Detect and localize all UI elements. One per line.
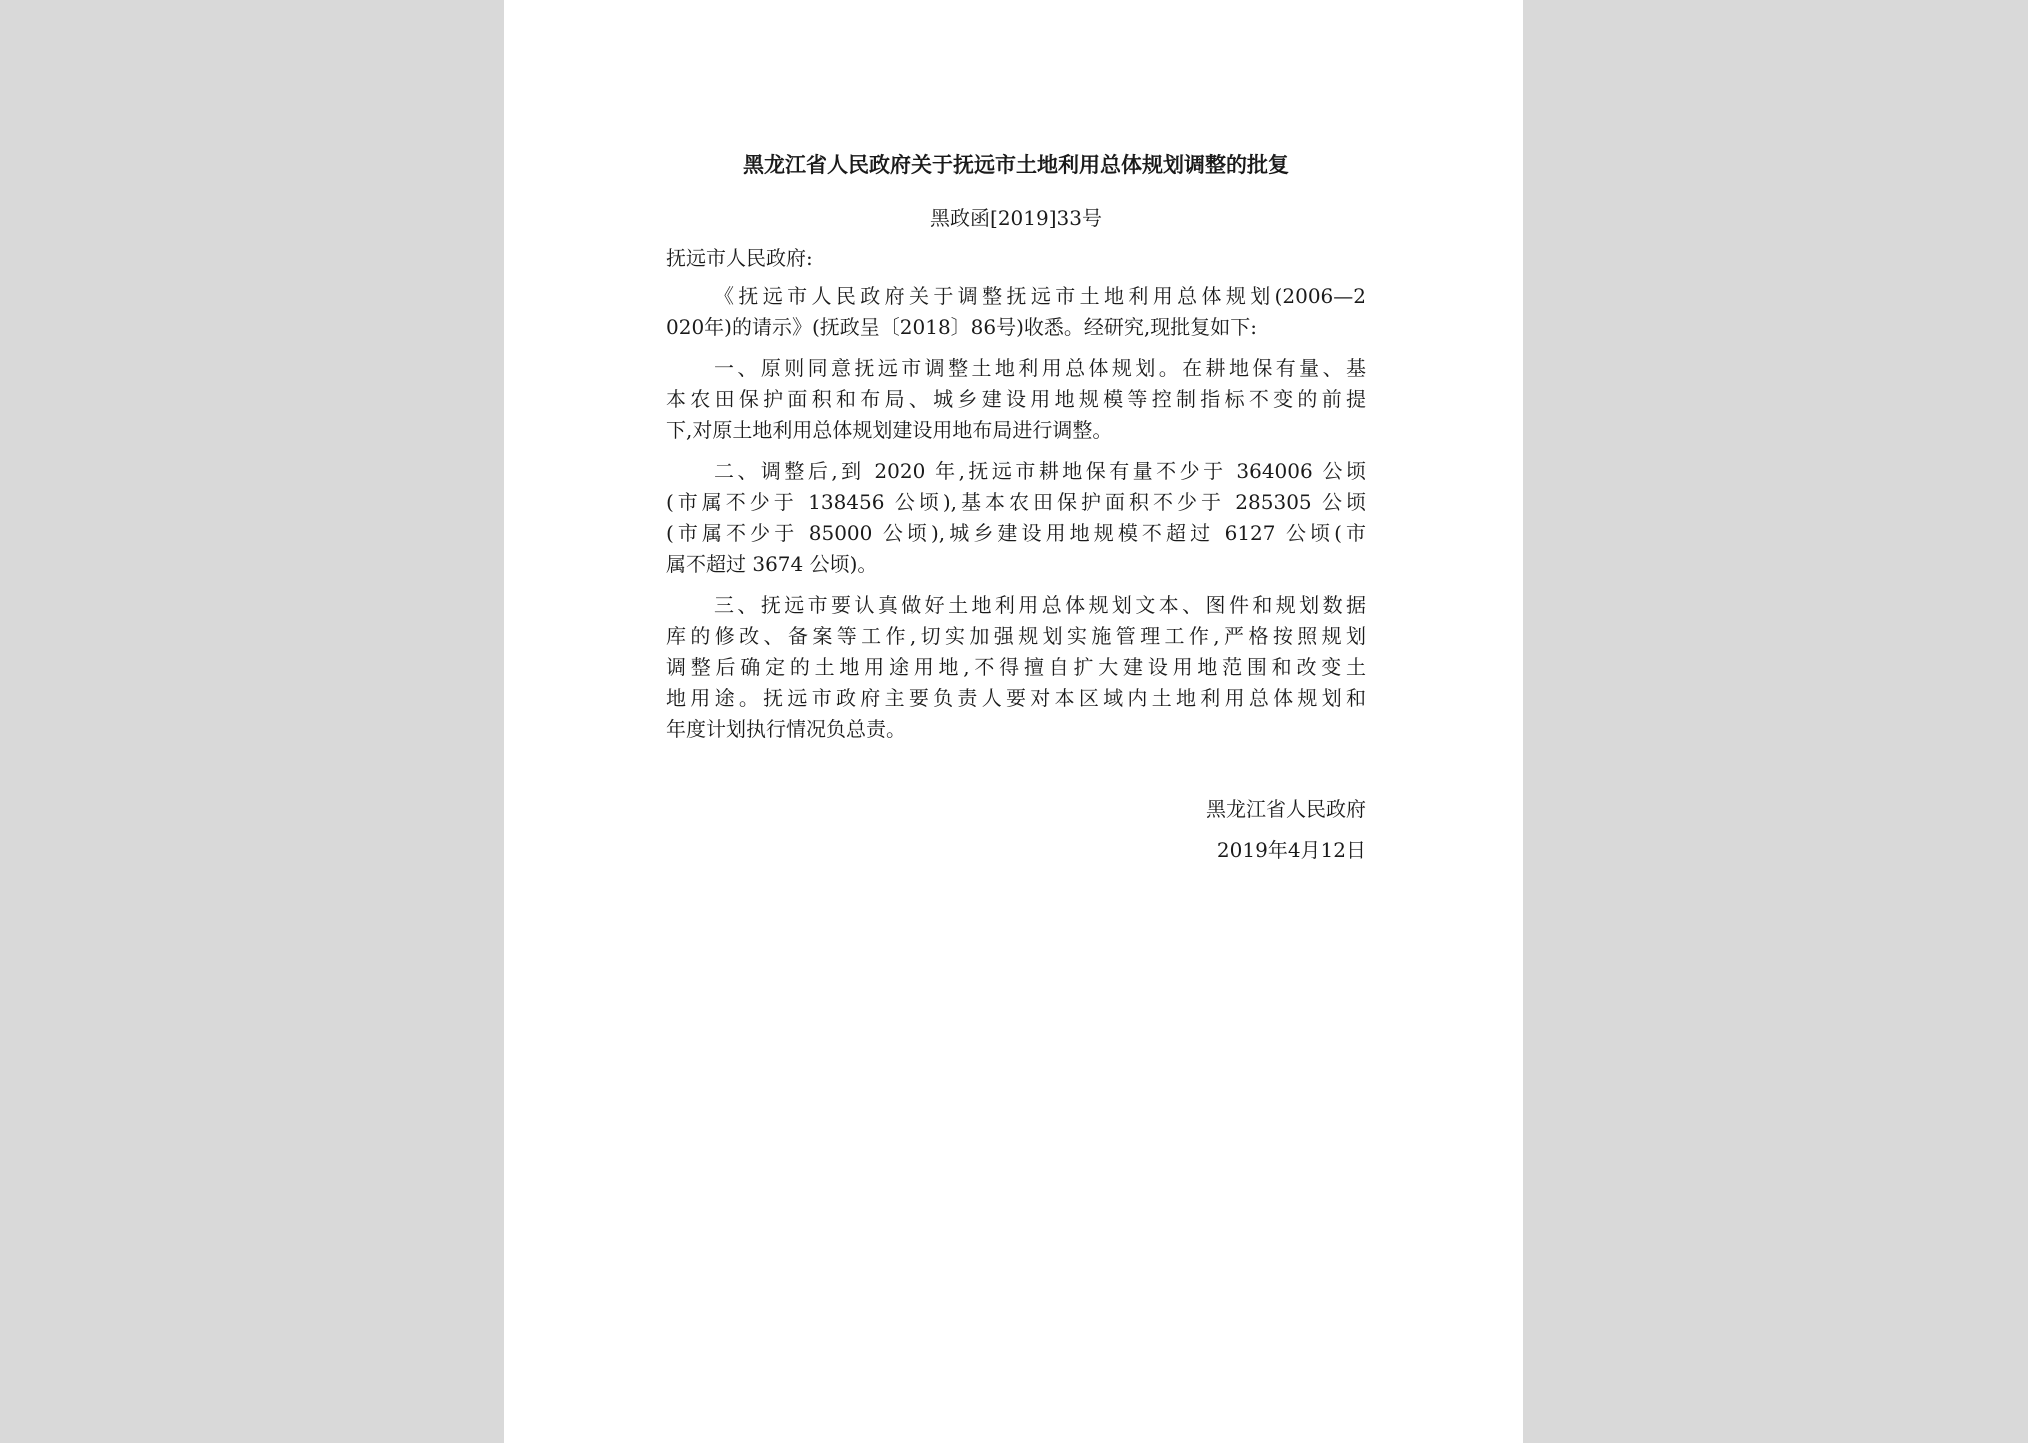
paragraph-line: 一、原则同意抚远市调整土地利用总体规划。在耕地保有量、基 [714, 356, 1366, 380]
salutation: 抚远市人民政府: [666, 246, 813, 270]
paragraph-line: 本农田保护面积和布局、城乡建设用地规模等控制指标不变的前提 [666, 387, 1366, 411]
paragraph-line: 地用途。抚远市政府主要负责人要对本区域内土地利用总体规划和 [666, 686, 1366, 710]
document-title: 黑龙江省人民政府关于抚远市土地利用总体规划调整的批复 [743, 152, 1289, 177]
issuer-signature: 黑龙江省人民政府 [1206, 797, 1366, 821]
document-page [504, 0, 1523, 1443]
paragraph-line: 年度计划执行情况负总责。 [666, 717, 906, 741]
paragraph-item-one [666, 353, 1366, 446]
paragraph-item-two [666, 456, 1366, 580]
paragraph-line: 020年)的请示》(抚政呈〔2018〕86号)收悉。经研究,现批复如下: [666, 315, 1258, 339]
paragraph-item-three [666, 590, 1366, 745]
paragraph-line: (市属不少于 85000 公顷),城乡建设用地规模不超过 6127 公顷(市 [666, 521, 1366, 545]
paragraph-line: 二、调整后,到 2020 年,抚远市耕地保有量不少于 364006 公顷 [714, 459, 1366, 483]
issue-date: 2019年4月12日 [1216, 838, 1366, 862]
paragraph-line: 属不超过 3674 公顷)。 [666, 552, 878, 576]
paragraph-line: 下,对原土地利用总体规划建设用地布局进行调整。 [666, 418, 1113, 442]
paragraph-line: (市属不少于 138456 公顷),基本农田保护面积不少于 285305 公顷 [666, 490, 1366, 514]
paragraph-line: 调整后确定的土地用途用地,不得擅自扩大建设用地范围和改变土 [666, 655, 1366, 679]
paragraph-line: 《抚远市人民政府关于调整抚远市土地利用总体规划(2006—2 [714, 284, 1366, 308]
document-number: 黑政函[2019]33号 [930, 206, 1102, 230]
paragraph-request-received [666, 281, 1366, 343]
paragraph-line: 三、抚远市要认真做好土地利用总体规划文本、图件和规划数据 [714, 593, 1366, 617]
paragraph-line: 库的修改、备案等工作,切实加强规划实施管理工作,严格按照规划 [666, 624, 1366, 648]
